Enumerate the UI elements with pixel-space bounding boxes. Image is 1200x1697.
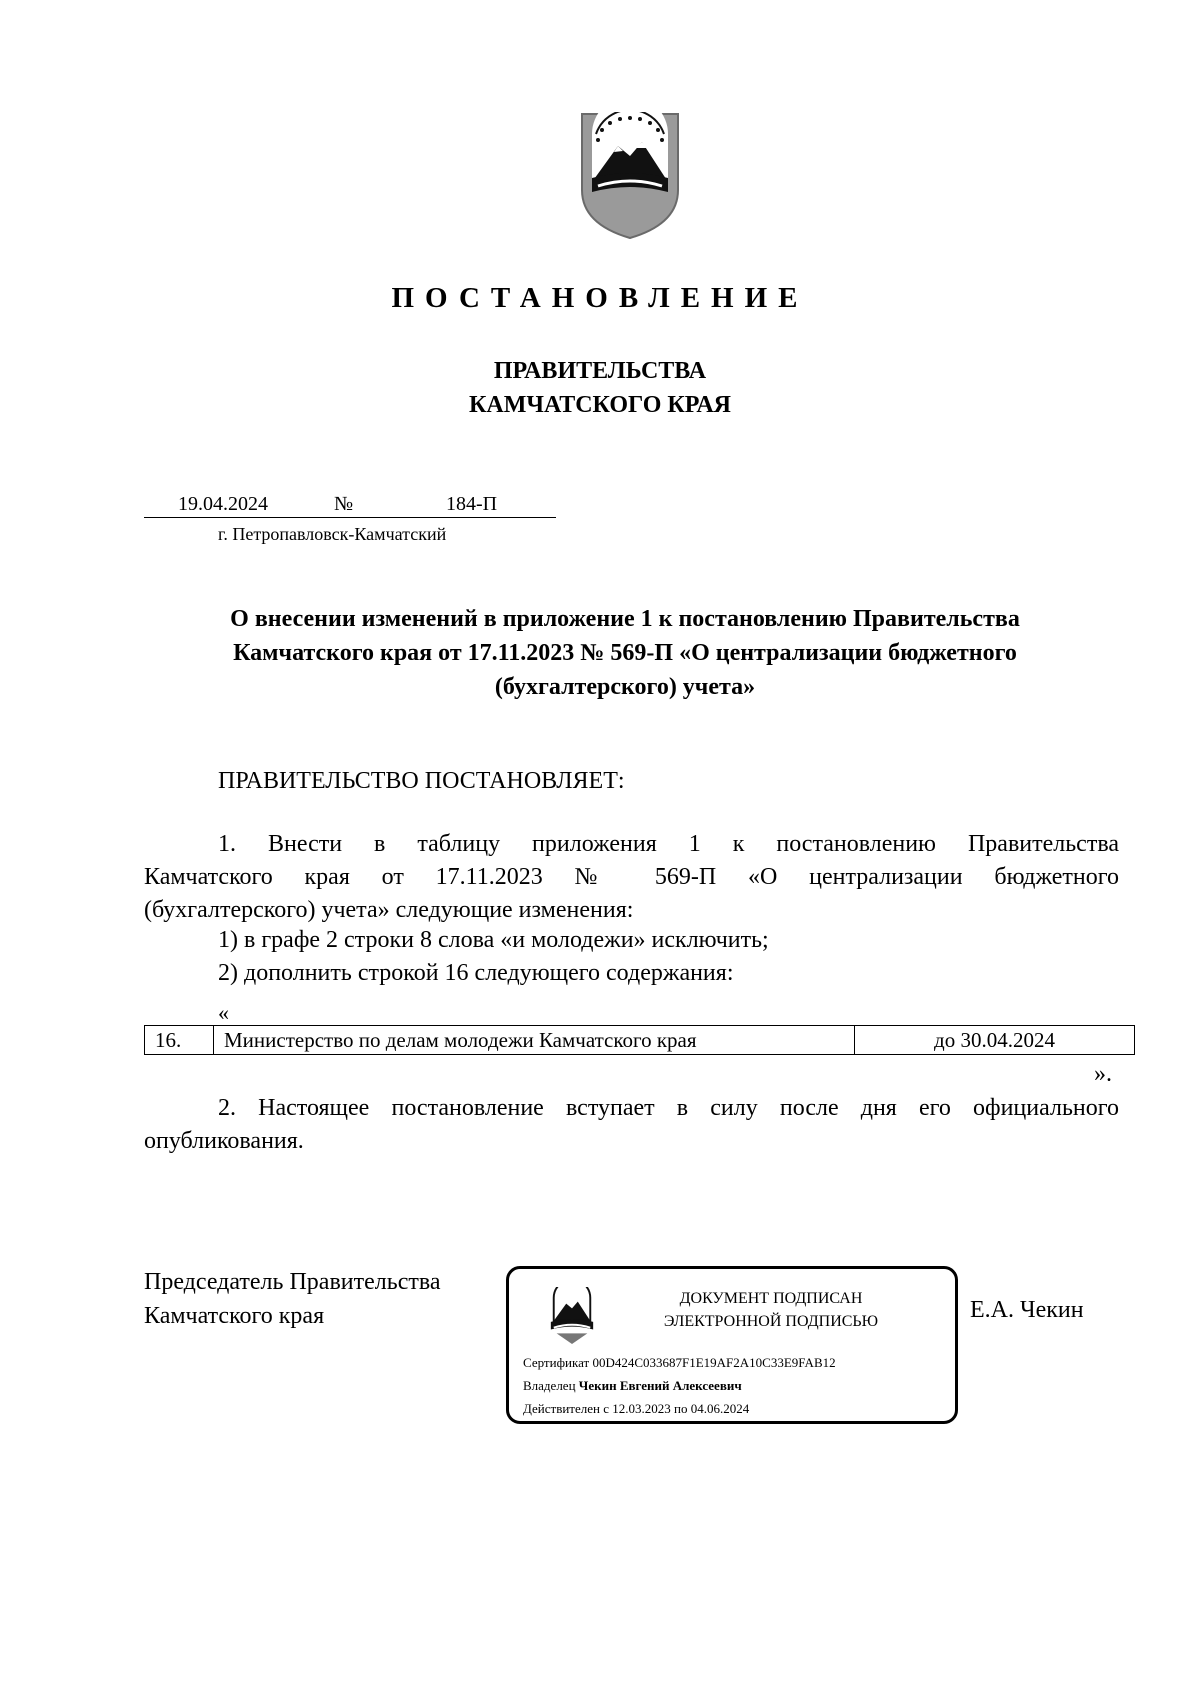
valid-label: Действителен (523, 1401, 600, 1416)
inserted-table (144, 1025, 1135, 1055)
owner-value: Чекин Евгений Алексеевич (578, 1378, 742, 1393)
title-line: (бухгалтерского) учета» (494, 674, 756, 700)
decree-heading: ПРАВИТЕЛЬСТВО ПОСТАНОВЛЯЕТ: (218, 768, 625, 794)
paragraph-line: Камчатского края от 17.11.2023 № 569-П «О централизации бюджетного (144, 864, 1119, 890)
number-sign: № (334, 493, 354, 515)
electronic-signature-stamp (506, 1266, 958, 1424)
stamp-heading (621, 1287, 921, 1333)
city: г. Петропавловск-Камчатский (218, 524, 447, 544)
certificate-value: 00D424C033687F1E19AF2A10C33E9FAB12 (592, 1355, 836, 1370)
kamchatka-coat-of-arms-icon (547, 1287, 597, 1349)
owner-label: Владелец (523, 1378, 576, 1393)
signer-position (144, 1265, 441, 1333)
valid-from-date: 12.03.2023 (612, 1401, 671, 1416)
table-cell-deadline: до 30.04.2024 (855, 1026, 1135, 1055)
kamchatka-coat-of-arms-icon (578, 112, 682, 240)
paragraph-2: 2. Настоящее постановление вступает в силу после дня его официального опубликования. (144, 1095, 1119, 1154)
paragraph-line: (бухгалтерского) учета» следующие изменения: (144, 897, 634, 923)
title-line: О внесении изменений в приложение 1 к постановлению Правительства (230, 606, 1020, 632)
document-date: 19.04.2024 (178, 493, 268, 515)
list-item: 1) в графе 2 строки 8 слова «и молодежи» исключить; (218, 927, 769, 953)
document-number: 184-П (446, 493, 498, 515)
table-row (145, 1026, 1135, 1055)
valid-from-label: с (603, 1401, 609, 1416)
stamp-heading-line: ДОКУМЕНТ ПОДПИСАН (679, 1290, 863, 1307)
paragraph-line: 1. Внести в таблицу приложения 1 к постановлению Правительства (218, 831, 1119, 857)
validity-row (523, 1401, 749, 1417)
document-type: ПОСТАНОВЛЕНИЕ (391, 282, 809, 314)
certificate-label: Сертификат (523, 1355, 590, 1370)
list-item: 2) дополнить строкой 16 следующего содержания: (218, 960, 734, 986)
title-line: Камчатского края от 17.11.2023 № 569-П «О централизации бюджетного (233, 640, 1017, 666)
authority-line: ПРАВИТЕЛЬСТВА (493, 358, 707, 384)
stamp-heading-line: ЭЛЕКТРОННОЙ ПОДПИСЬЮ (663, 1313, 879, 1330)
paragraph-1 (144, 828, 1119, 927)
position-line: Председатель Правительства (144, 1269, 441, 1295)
authority-line: КАМЧАТСКОГО КРАЯ (468, 392, 732, 418)
document-title (140, 602, 1110, 704)
quote-close: ». (1094, 1061, 1112, 1087)
registration-line (144, 492, 556, 520)
certificate-row (523, 1355, 836, 1371)
valid-to-label: по (674, 1401, 688, 1416)
signer-name: Е.А. Чекин (970, 1297, 1084, 1323)
quote-open: « (218, 1000, 229, 1025)
table-cell-number: 16. (145, 1026, 214, 1055)
owner-row (523, 1378, 742, 1394)
position-line: Камчатского края (144, 1303, 325, 1329)
issuing-authority (0, 354, 1200, 422)
valid-to-date: 04.06.2024 (690, 1401, 750, 1416)
table-cell-name: Министерство по делам молодежи Камчатского края (214, 1026, 855, 1055)
